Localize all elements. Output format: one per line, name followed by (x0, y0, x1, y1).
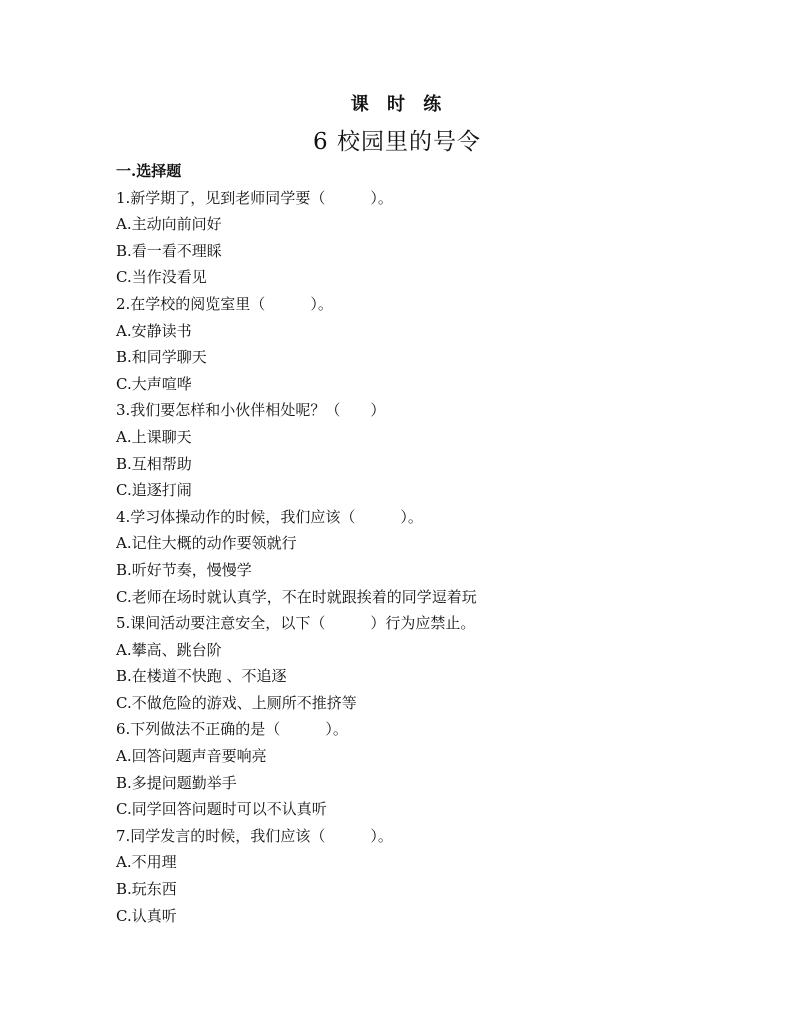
question-stem: 4.学习体操动作的时候，我们应该（ ）。 (116, 507, 423, 526)
question-stem: 7.同学发言的时候，我们应该（ ）。 (116, 826, 393, 845)
option-b: B.在楼道不快跑 、不追逐 (116, 667, 287, 686)
question-1 (116, 185, 736, 291)
question-6 (116, 716, 736, 822)
option-a: A.不用理 (116, 853, 177, 872)
option-a: A.安静读书 (116, 321, 192, 340)
worksheet-header (0, 92, 794, 157)
option-c: C.大声喧哗 (116, 374, 192, 393)
option-b: B.多提问题勤举手 (116, 773, 237, 792)
option-a: A.攀高、跳台阶 (116, 640, 222, 659)
lesson-title: 6 校园里的号令 (313, 129, 481, 155)
option-c: C.认真听 (116, 906, 177, 925)
question-5 (116, 610, 736, 716)
option-c: C.同学回答问题时可以不认真听 (116, 800, 327, 819)
question-stem: 2.在学校的阅览室里（ ）。 (116, 294, 333, 313)
option-c: C.老师在场时就认真学，不在时就跟挨着的同学逗着玩 (116, 587, 477, 606)
option-b: B.和同学聊天 (116, 348, 207, 367)
option-c: C.追逐打闹 (116, 481, 192, 500)
question-2 (116, 291, 736, 397)
question-stem: 6.下列做法不正确的是（ ）。 (116, 720, 348, 739)
option-a: A.回答问题声音要响亮 (116, 747, 267, 766)
section-heading: 一.选择题 (116, 162, 182, 180)
question-7 (116, 823, 736, 929)
question-4 (116, 504, 736, 610)
option-b: B.互相帮助 (116, 454, 192, 473)
question-stem: 1.新学期了，见到老师同学要（ ）。 (116, 188, 393, 207)
option-a: A.记住大概的动作要领就行 (116, 534, 297, 553)
option-c: C.当作没看见 (116, 268, 207, 287)
question-stem: 3.我们要怎样和小伙伴相处呢？（ ） (116, 401, 386, 420)
question-3 (116, 397, 736, 503)
question-stem: 5.课间活动要注意安全，以下（ ）行为应禁止。 (116, 614, 476, 633)
page-title: 课 时 练 (350, 94, 448, 115)
option-a: A.主动向前问好 (116, 215, 222, 234)
option-b: B.听好节奏，慢慢学 (116, 560, 252, 579)
option-a: A.上课聊天 (116, 427, 192, 446)
worksheet-content (116, 158, 736, 929)
option-b: B.看一看不理睬 (116, 241, 222, 260)
option-c: C.不做危险的游戏、上厕所不推挤等 (116, 693, 357, 712)
option-b: B.玩东西 (116, 880, 177, 899)
